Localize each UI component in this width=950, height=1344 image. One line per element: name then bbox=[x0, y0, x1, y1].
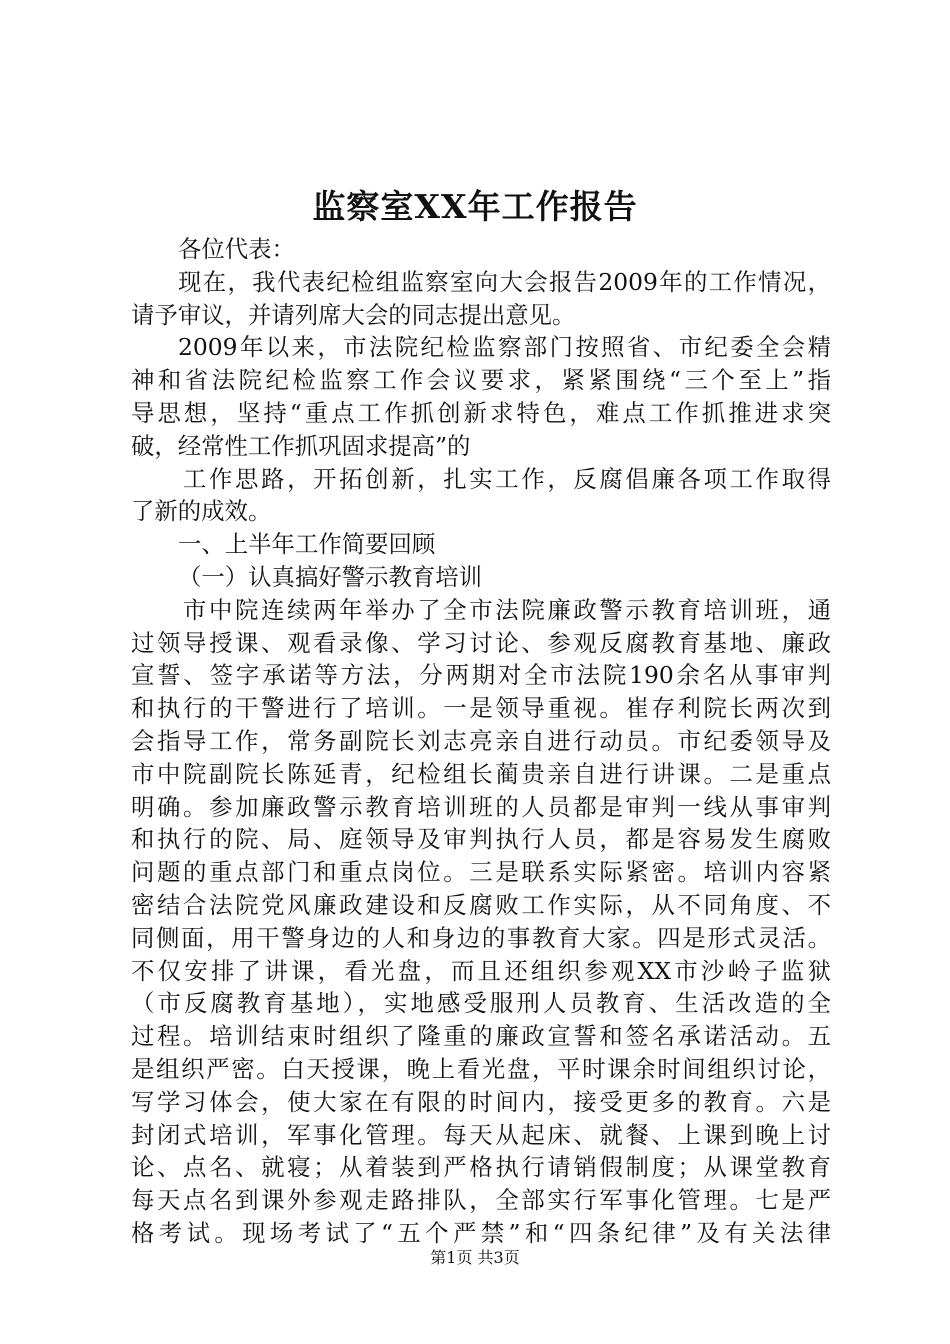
body-line: 一、上半年工作简要回顾 bbox=[178, 530, 436, 559]
body-line: 宣誓、签字承诺等方法，分两期对全市法院190余名从事审判 bbox=[131, 661, 831, 690]
body-line: 明确。参加廉政警示教育培训班的人员都是审判一线从事审判 bbox=[131, 792, 831, 821]
body-line: 市中院副院长陈延青，纪检组长蔺贵亲自进行讲课。二是重点 bbox=[131, 759, 831, 788]
body-line: 会指导工作，常务副院长刘志亮亲自进行动员。市纪委领导及 bbox=[131, 726, 831, 755]
document-body bbox=[131, 233, 831, 1250]
body-line: 格考试。现场考试了“五个严禁”和“四条纪律”及有关法律 bbox=[131, 1218, 831, 1247]
body-line: 导思想，坚持“重点工作抓创新求特色，难点工作抓推进求突 bbox=[131, 398, 831, 427]
body-line: 请予审议，并请列席大会的同志提出意见。 bbox=[131, 300, 576, 329]
body-line: 工作思路，开拓创新，扎实工作，反腐倡廉各项工作取得 bbox=[183, 464, 831, 493]
body-line: （一）认真搞好警示教育培训 bbox=[178, 562, 483, 591]
document-title: 监察室XX年工作报告 bbox=[312, 187, 638, 226]
body-line: 和执行的干警进行了培训。一是领导重视。崔存利院长两次到 bbox=[131, 694, 831, 723]
body-line: 和执行的院、局、庭领导及审判执行人员，都是容易发生腐败 bbox=[131, 825, 831, 854]
body-line: 是组织严密。白天授课，晚上看光盘，平时课余时间组织讨论， bbox=[131, 1054, 831, 1083]
body-line: 市中院连续两年举办了全市法院廉政警示教育培训班，通 bbox=[183, 595, 831, 624]
body-line: 了新的成效。 bbox=[131, 497, 272, 526]
body-line: 过领导授课、观看录像、学习讨论、参观反腐教育基地、廉政 bbox=[131, 628, 831, 657]
body-line: 写学习体会，使大家在有限的时间内，接受更多的教育。六是 bbox=[131, 1087, 831, 1116]
body-line: 同侧面，用干警身边的人和身边的事教育大家。四是形式灵活。 bbox=[131, 923, 831, 952]
body-line: 各位代表： bbox=[178, 235, 295, 263]
body-line: 密结合法院党风廉政建设和反腐败工作实际，从不同角度、不 bbox=[131, 890, 831, 919]
body-line: 每天点名到课外参观走路排队，全部实行军事化管理。七是严 bbox=[131, 1186, 831, 1215]
body-line: 2009年以来，市法院纪检监察部门按照省、市纪委全会精 bbox=[178, 333, 831, 362]
body-line: 破，经常性工作抓巩固求提高”的 bbox=[131, 431, 471, 460]
body-line: （市反腐教育基地），实地感受服刑人员教育、生活改造的全 bbox=[131, 989, 831, 1018]
body-line: 问题的重点部门和重点岗位。三是联系实际紧密。培训内容紧 bbox=[131, 858, 831, 887]
body-line: 过程。培训结束时组织了隆重的廉政宣誓和签名承诺活动。五 bbox=[131, 1022, 831, 1051]
body-line: 论、点名、就寝；从着装到严格执行请销假制度；从课堂教育 bbox=[131, 1153, 831, 1182]
page-footer: 第1页 共3页 bbox=[430, 1248, 520, 1267]
body-line: 神和省法院纪检监察工作会议要求，紧紧围绕“三个至上”指 bbox=[131, 366, 831, 395]
body-line: 现在，我代表纪检组监察室向大会报告2009年的工作情况， bbox=[178, 267, 831, 296]
body-line: 不仅安排了讲课，看光盘，而且还组织参观XX市沙岭子监狱 bbox=[131, 956, 831, 985]
body-line: 封闭式培训，军事化管理。每天从起床、就餐、上课到晚上讨 bbox=[131, 1120, 831, 1149]
